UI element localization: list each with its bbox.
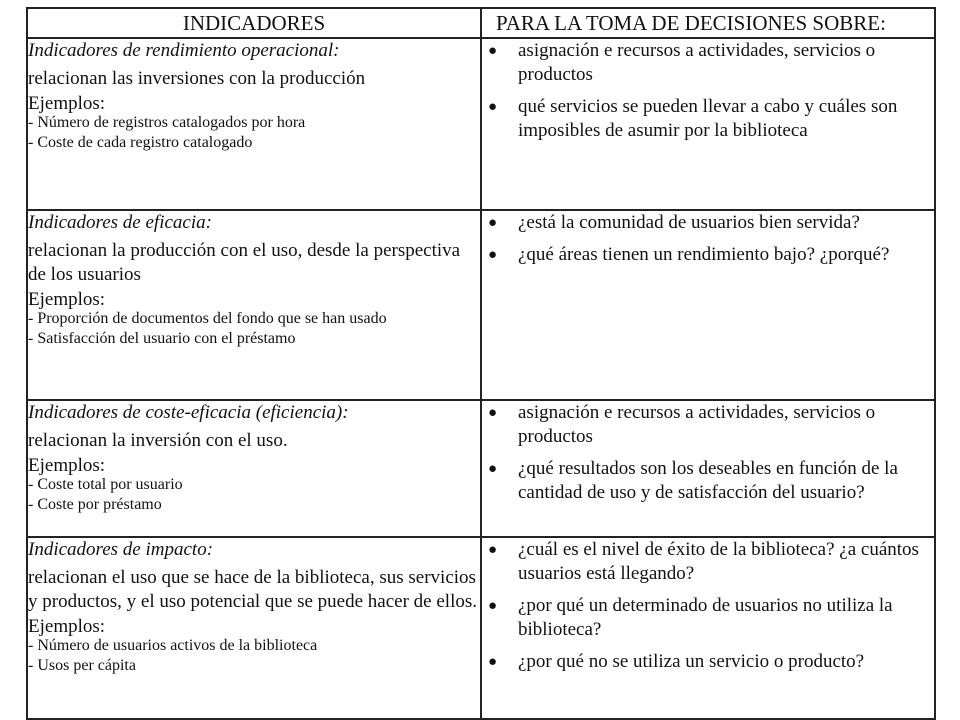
bullet-icon: ● [488,654,498,670]
indicator-description: relacionan las inversiones con la producción [28,68,366,89]
bullet-icon: ● [488,598,498,614]
decision-item: ● asignación e recursos a actividades, servicios o productos [488,40,876,85]
indicator-title: Indicadores de rendimiento operacional: [28,40,340,61]
decisions-cell [481,400,935,537]
table-header-row [27,8,935,38]
bullet-icon: ● [488,215,498,231]
decisions-cell [481,38,935,210]
example-item: - Proporción de documentos del fondo que se han usado [28,310,387,327]
table-row [27,537,935,719]
example-item: - Número de usuarios activos de la biblioteca [28,637,318,654]
indicator-description: relacionan la producción con el uso, desde la perspectiva de los usuarios [28,240,461,285]
example-item: - Usos per cápita [28,657,136,674]
table-row [27,400,935,537]
decision-item: ● ¿qué áreas tienen un rendimiento bajo? ¿porqué? [488,244,890,265]
decision-item: ● ¿por qué un determinado de usuarios no utiliza la biblioteca? [488,595,893,640]
header-indicadores: INDICADORES [27,8,481,38]
decision-list [482,538,934,674]
decision-item: ● qué servicios se pueden llevar a cabo y cuáles son imposibles de asumir por la biblioteca [488,96,898,141]
bullet-icon: ● [488,405,498,421]
decision-list [482,211,934,267]
indicator-cell [27,537,481,719]
indicator-description: relacionan el uso que se hace de la biblioteca, sus servicios y productos, y el uso potencial que se puede hacer de ellos. [28,567,477,612]
bullet-icon: ● [488,542,498,558]
decision-list [482,401,934,505]
decision-item: ● ¿cuál es el nivel de éxito de la biblioteca? ¿a cuántos usuarios está llegando? [488,539,919,584]
decision-item: ● ¿qué resultados son los deseables en función de la cantidad de uso y de satisfacción del usuario? [488,458,898,503]
example-item: - Coste de cada registro catalogado [28,134,253,151]
examples-label: Ejemplos: [28,616,106,637]
indicator-cell [27,400,481,537]
header-decisiones: PARA LA TOMA DE DECISIONES SOBRE: [481,8,935,38]
bullet-icon: ● [488,247,498,263]
examples-label: Ejemplos: [28,93,106,114]
indicator-cell [27,38,481,210]
decision-item: ● ¿está la comunidad de usuarios bien servida? [488,212,860,233]
decision-list [482,39,934,143]
example-item: - Satisfacción del usuario con el préstamo [28,330,296,347]
indicators-table [26,7,936,720]
decisions-cell [481,210,935,400]
bullet-icon: ● [488,461,498,477]
example-item: - Coste por préstamo [28,496,162,513]
decisions-cell [481,537,935,719]
decision-item: ● asignación e recursos a actividades, servicios o productos [488,402,876,447]
indicator-description: relacionan la inversión con el uso. [28,430,288,451]
indicator-title: Indicadores de coste-eficacia (eficiencia): [28,402,349,423]
table-row [27,38,935,210]
bullet-icon: ● [488,43,498,59]
indicator-title: Indicadores de eficacia: [28,212,212,233]
bullet-icon: ● [488,99,498,115]
example-item: - Número de registros catalogados por hora [28,114,306,131]
example-item: - Coste total por usuario [28,476,183,493]
decision-item: ● ¿por qué no se utiliza un servicio o producto? [488,651,865,672]
examples-label: Ejemplos: [28,289,106,310]
indicator-title: Indicadores de impacto: [28,539,214,560]
examples-label: Ejemplos: [28,455,106,476]
table-row [27,210,935,400]
indicator-cell [27,210,481,400]
